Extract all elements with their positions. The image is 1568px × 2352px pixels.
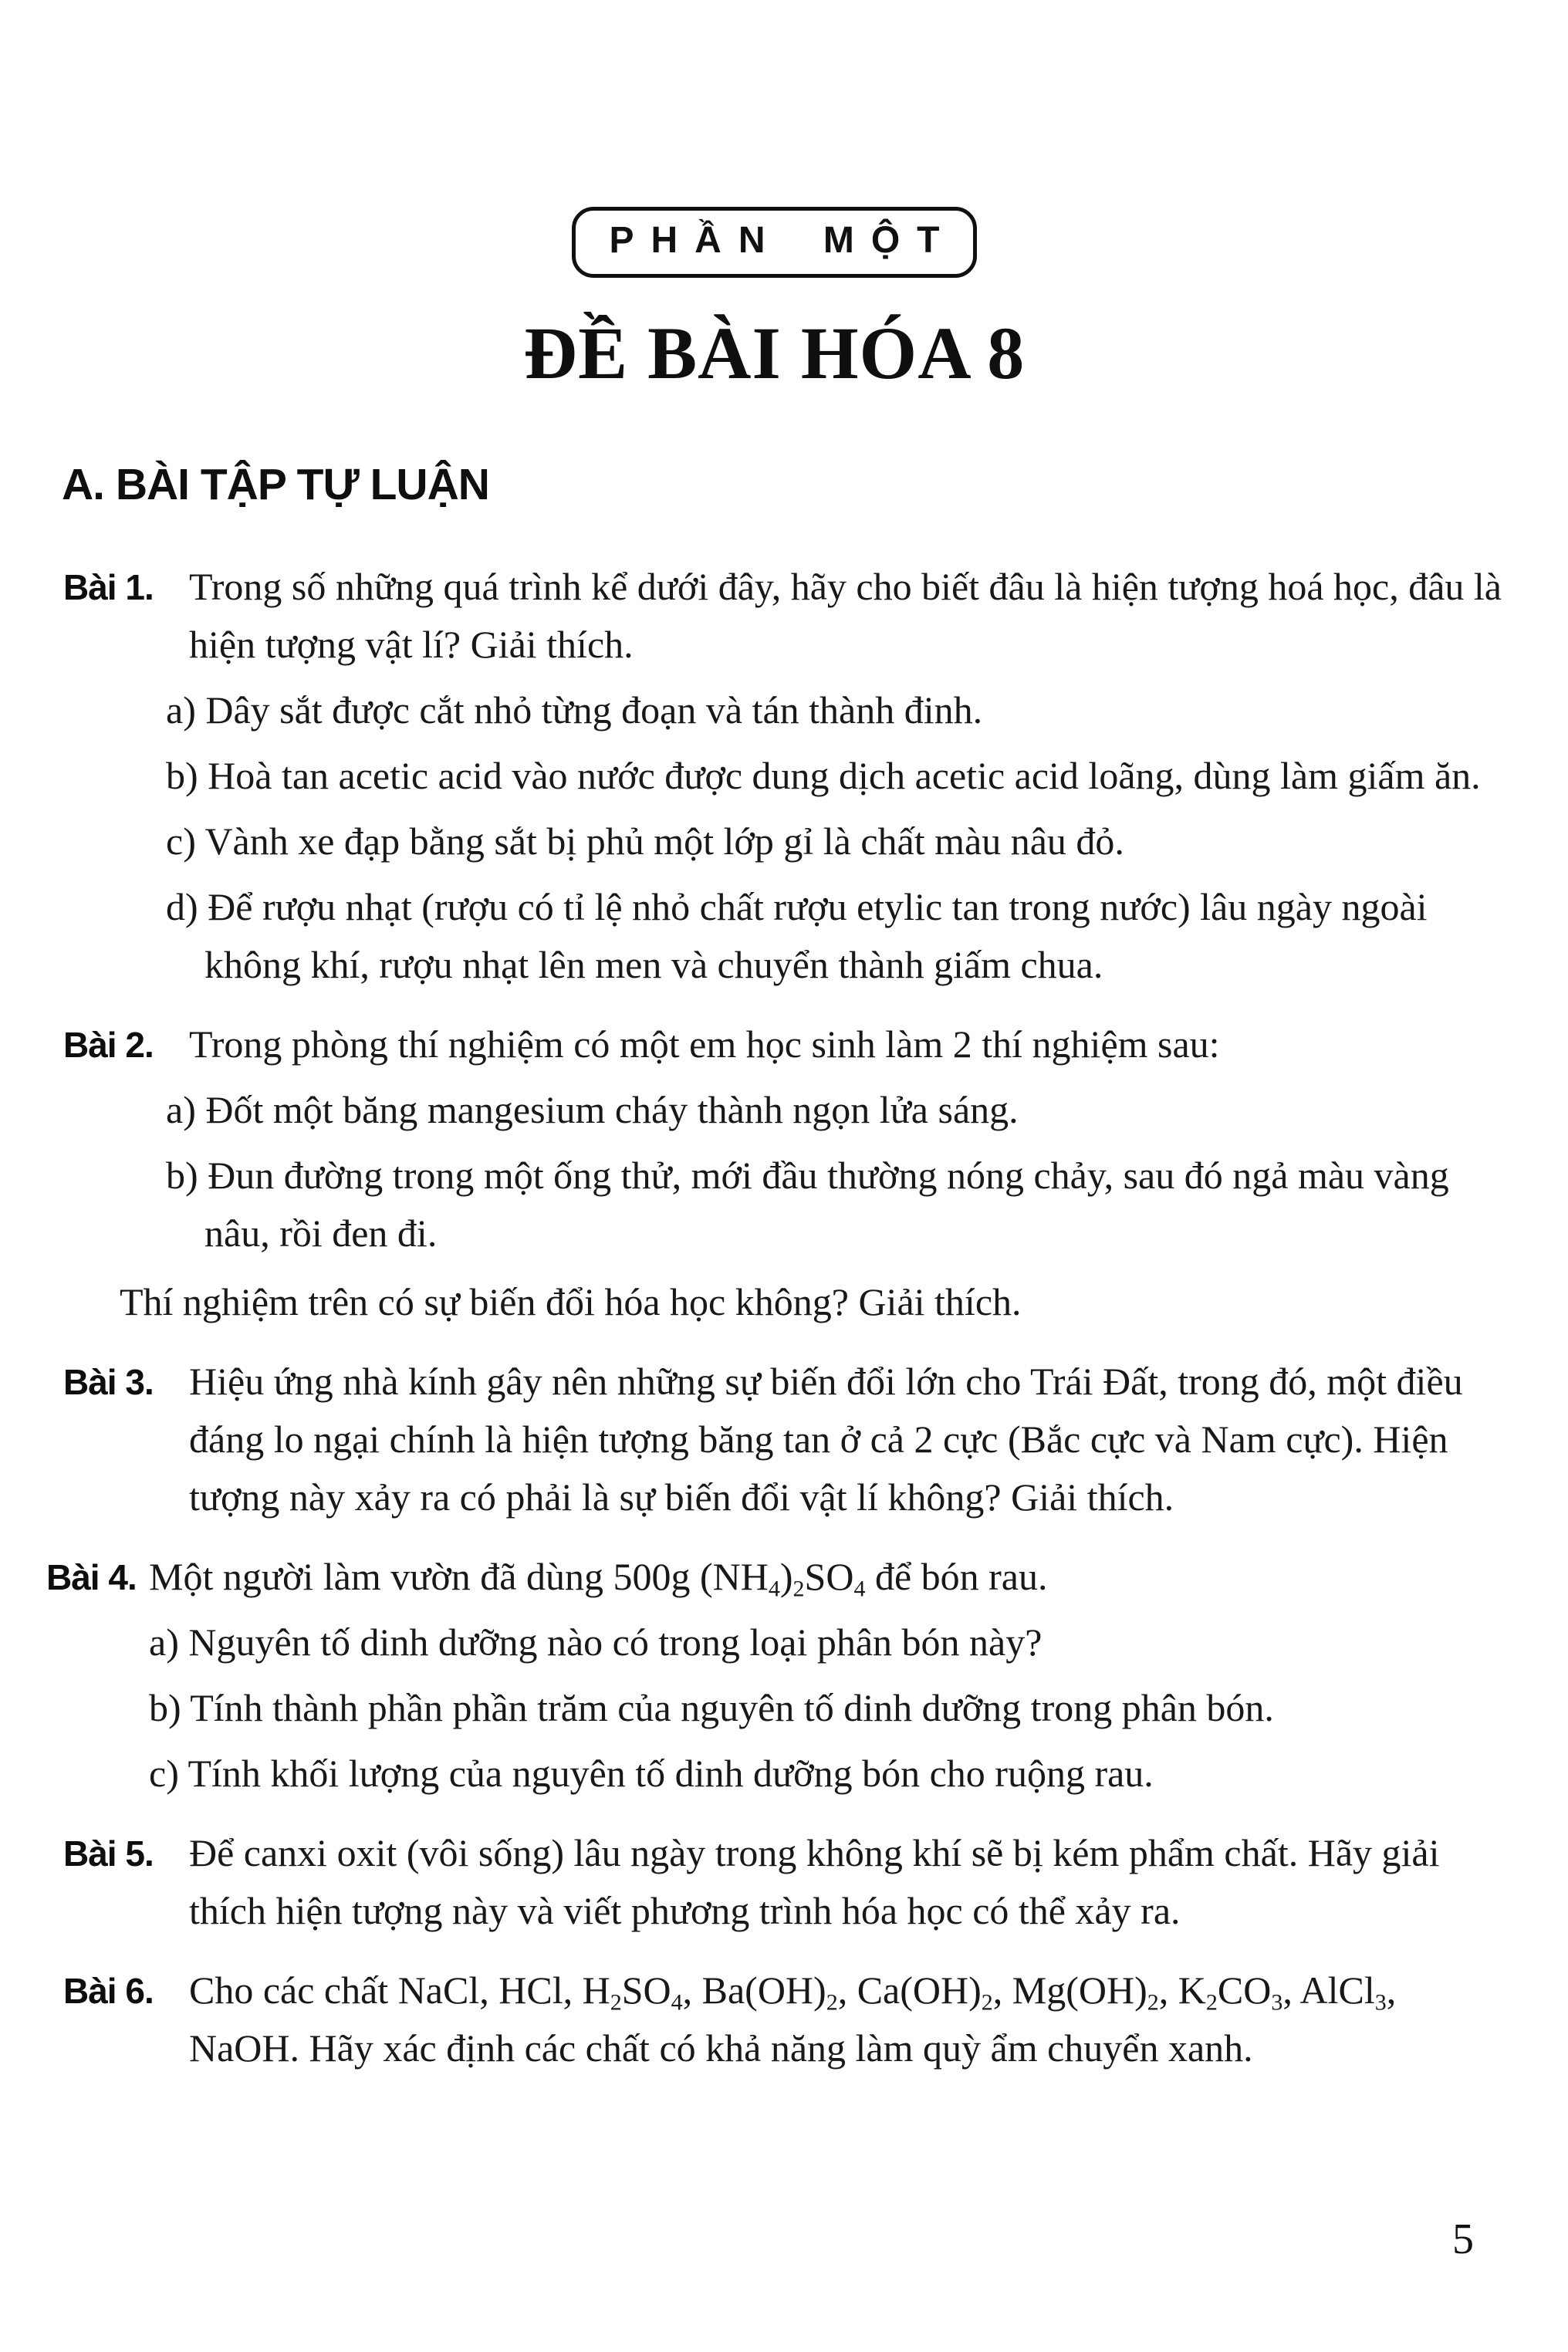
problem-1 xyxy=(46,558,1502,994)
problem-1-item-b: b) Hoà tan acetic acid vào nước được dung dịch acetic acid loãng, dùng làm giấm ăn. xyxy=(166,754,1481,797)
problem-5 xyxy=(46,1824,1502,1940)
problem-1-item-a: a) Dây sắt được cắt nhỏ từng đoạn và tán thành đinh. xyxy=(166,688,983,732)
problem-4-item-b: b) Tính thành phần phần trăm của nguyên tố dinh dưỡng trong phân bón. xyxy=(149,1686,1274,1729)
problem-5-intro: Để canxi oxit (vôi sống) lâu ngày trong không khí sẽ bị kém phẩm chất. Hãy giải thích hiện tượng này và viết phương trình hóa học có thể xảy ra. xyxy=(189,1831,1440,1932)
problem-1-intro: Trong số những quá trình kể dưới đây, hãy cho biết đâu là hiện tượng hoá học, đâu là hiện tượng vật lí? Giải thích. xyxy=(189,565,1502,666)
problem-3-intro: Hiệu ứng nhà kính gây nên những sự biến đổi lớn cho Trái Đất, trong đó, một điều đáng lo ngại chính là hiện tượng băng tan ở cả 2 cực (Bắc cực và Nam cực). Hiện tượng này xảy ra có phải là sự biến đổi vật lí không? Giải thích. xyxy=(189,1360,1463,1519)
problem-3-body xyxy=(189,1353,1502,1526)
problem-2-label: Bài 2. xyxy=(63,1025,154,1065)
problem-2-item-b: b) Đun đường trong một ống thử, mới đầu thường nóng chảy, sau đó ngả màu vàng nâu, rồi đen đi. xyxy=(166,1154,1449,1255)
problem-4 xyxy=(46,1548,1502,1803)
problem-2-intro: Trong phòng thí nghiệm có một em học sinh làm 2 thí nghiệm sau: xyxy=(189,1022,1220,1066)
problem-6-intro: Cho các chất NaCl, HCl, $H_2SO_4$, $Ba(OH)_2$, $Ca(OH)_2$, $Mg(OH)_2$, $K_2CO_3$, AlCl$_3$, NaOH. Hãy xác định các chất có khả năng làm quỳ ẩm chuyển xanh. xyxy=(189,1968,1397,2070)
problem-4-label: Bài 4. xyxy=(46,1557,137,1597)
problem-4-intro: Một người làm vườn đã dùng 500g $(NH_4)_2SO_4$ để bón rau. xyxy=(149,1555,1048,1602)
problem-6 xyxy=(46,1962,1502,2077)
problem-5-body xyxy=(189,1824,1502,1940)
problem-4-body xyxy=(149,1548,1470,1803)
problem-2 xyxy=(46,1015,1502,1331)
problem-4-item-c: c) Tính khối lượng của nguyên tố dinh dưỡng bón cho ruộng rau. xyxy=(149,1752,1154,1795)
section-heading: A. BÀI TẬP TỰ LUẬN xyxy=(62,460,489,509)
problem-3-label: Bài 3. xyxy=(63,1362,154,1402)
part-badge xyxy=(572,207,978,278)
page-number: 5 xyxy=(1452,2215,1474,2263)
problem-2-note: Thí nghiệm trên có sự biến đổi hóa học không? Giải thích. xyxy=(120,1280,1022,1323)
problem-2-item-a: a) Đốt một băng mangesium cháy thành ngọn lửa sáng. xyxy=(166,1088,1019,1131)
part-badge-label: PHẦN MỘT xyxy=(609,220,957,261)
part-badge-row xyxy=(46,207,1502,278)
problem-6-label: Bài 6. xyxy=(63,1971,154,2011)
problem-1-item-d: d) Để rượu nhạt (rượu có tỉ lệ nhỏ chất rượu etylic tan trong nước) lâu ngày ngoài không khí, rượu nhạt lên men và chuyển thành giấm chua. xyxy=(166,885,1428,986)
problem-5-label: Bài 5. xyxy=(63,1833,154,1874)
problem-2-body xyxy=(120,1015,1502,1331)
problem-1-body xyxy=(166,558,1502,994)
page-title: ĐỀ BÀI HÓA 8 xyxy=(523,312,1026,394)
problem-3 xyxy=(46,1353,1502,1526)
problem-1-item-c: c) Vành xe đạp bằng sắt bị phủ một lớp gỉ là chất màu nâu đỏ. xyxy=(166,819,1124,863)
problem-1-label: Bài 1. xyxy=(63,567,154,607)
problem-4-item-a: a) Nguyên tố dinh dưỡng nào có trong loại phân bón này? xyxy=(149,1620,1043,1664)
problem-6-body xyxy=(189,1962,1502,2077)
